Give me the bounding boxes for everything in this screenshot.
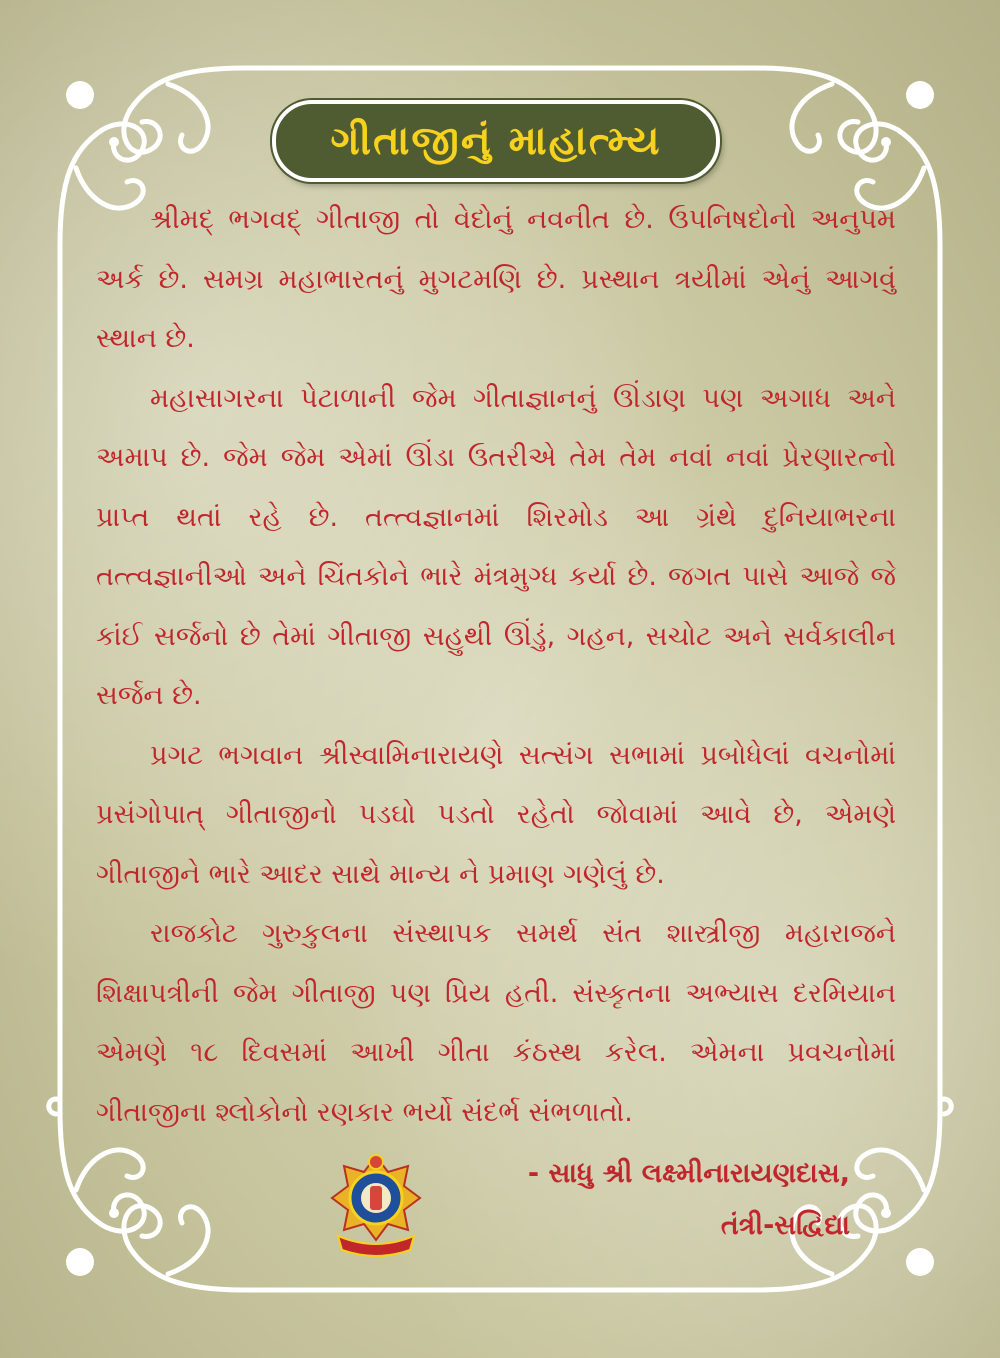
paragraph-2: મહાસાગરના પેટાળાની જેમ ગીતાજ્ઞાનનું ઊંડાણ પણ અગાધ અને અમાપ છે. જેમ જેમ એમાં ઊંડા ઉતરીએ તેમ તેમ નવાં નવાં પ્રેરણારત્નો પ્રાપ્ત થતાં રહે છે. તત્ત્વજ્ઞાનમાં શિરમોડ આ ગ્રંથે દુનિયાભરના તત્ત્વજ્ઞાનીઓ અને ચિંતકોને ભારે મંત્રમુગ્ધ કર્યા છે. જગત પાસે આજે જે કાંઈ સર્જનો છે તેમાં ગીતાજી સહુથી ઊંડું, ગહન, સચોટ અને સર્વકાલીન સર્જન છે. — [96, 382, 896, 711]
page-title: ગીતાજીનું માહાત્મ્ય — [330, 118, 662, 164]
emblem-logo — [330, 1152, 422, 1262]
article-body — [96, 190, 896, 1142]
paragraph-1: શ્રીમદ્ ભગવદ્ ગીતાજી તો વેદોનું નવનીત છે. ઉપનિષદોનો અનુપમ અર્ક છે. સમગ્ર મહાભારતનું મુગટમણિ છે. પ્રસ્થાન ત્રયીમાં એનું આગવું સ્થાન છે. — [96, 204, 896, 354]
paragraph-3: પ્રગટ ભગવાન શ્રીસ્વામિનારાયણે સત્સંગ સભામાં પ્રબોધેલાં વચનોમાં પ્રસંગોપાત્ ગીતાજીનો પડઘો પડતો રહેતો જોવામાં આવે છે, એમણે ગીતાજીને ભારે આદર સાથે માન્ય ને પ્રમાણ ગણેલું છે. — [96, 739, 896, 890]
signature-block — [528, 1148, 850, 1252]
paragraph-4: રાજકોટ ગુરુકુલના સંસ્થાપક સમર્થ સંત શાસ્ત્રીજી મહારાજને શિક્ષાપત્રીની જેમ ગીતાજી પણ પ્રિય હતી. સંસ્કૃતના અભ્યાસ દરમિયાન એમણે ૧૮ દિવસમાં આખી ગીતા કંઠસ્થ કરેલ. એમના પ્રવચનોમાં ગીતાજીના શ્લોકોનો રણકાર ભર્યો સંદર્ભ સંભળાતો. — [96, 918, 896, 1128]
title-banner — [272, 100, 720, 182]
signature-name: - સાધુ શ્રી લક્ષ્મીનારાયણદાસ, — [527, 1158, 850, 1189]
signature-role: તંત્રી-સદ્વિદ્યા — [720, 1210, 850, 1241]
